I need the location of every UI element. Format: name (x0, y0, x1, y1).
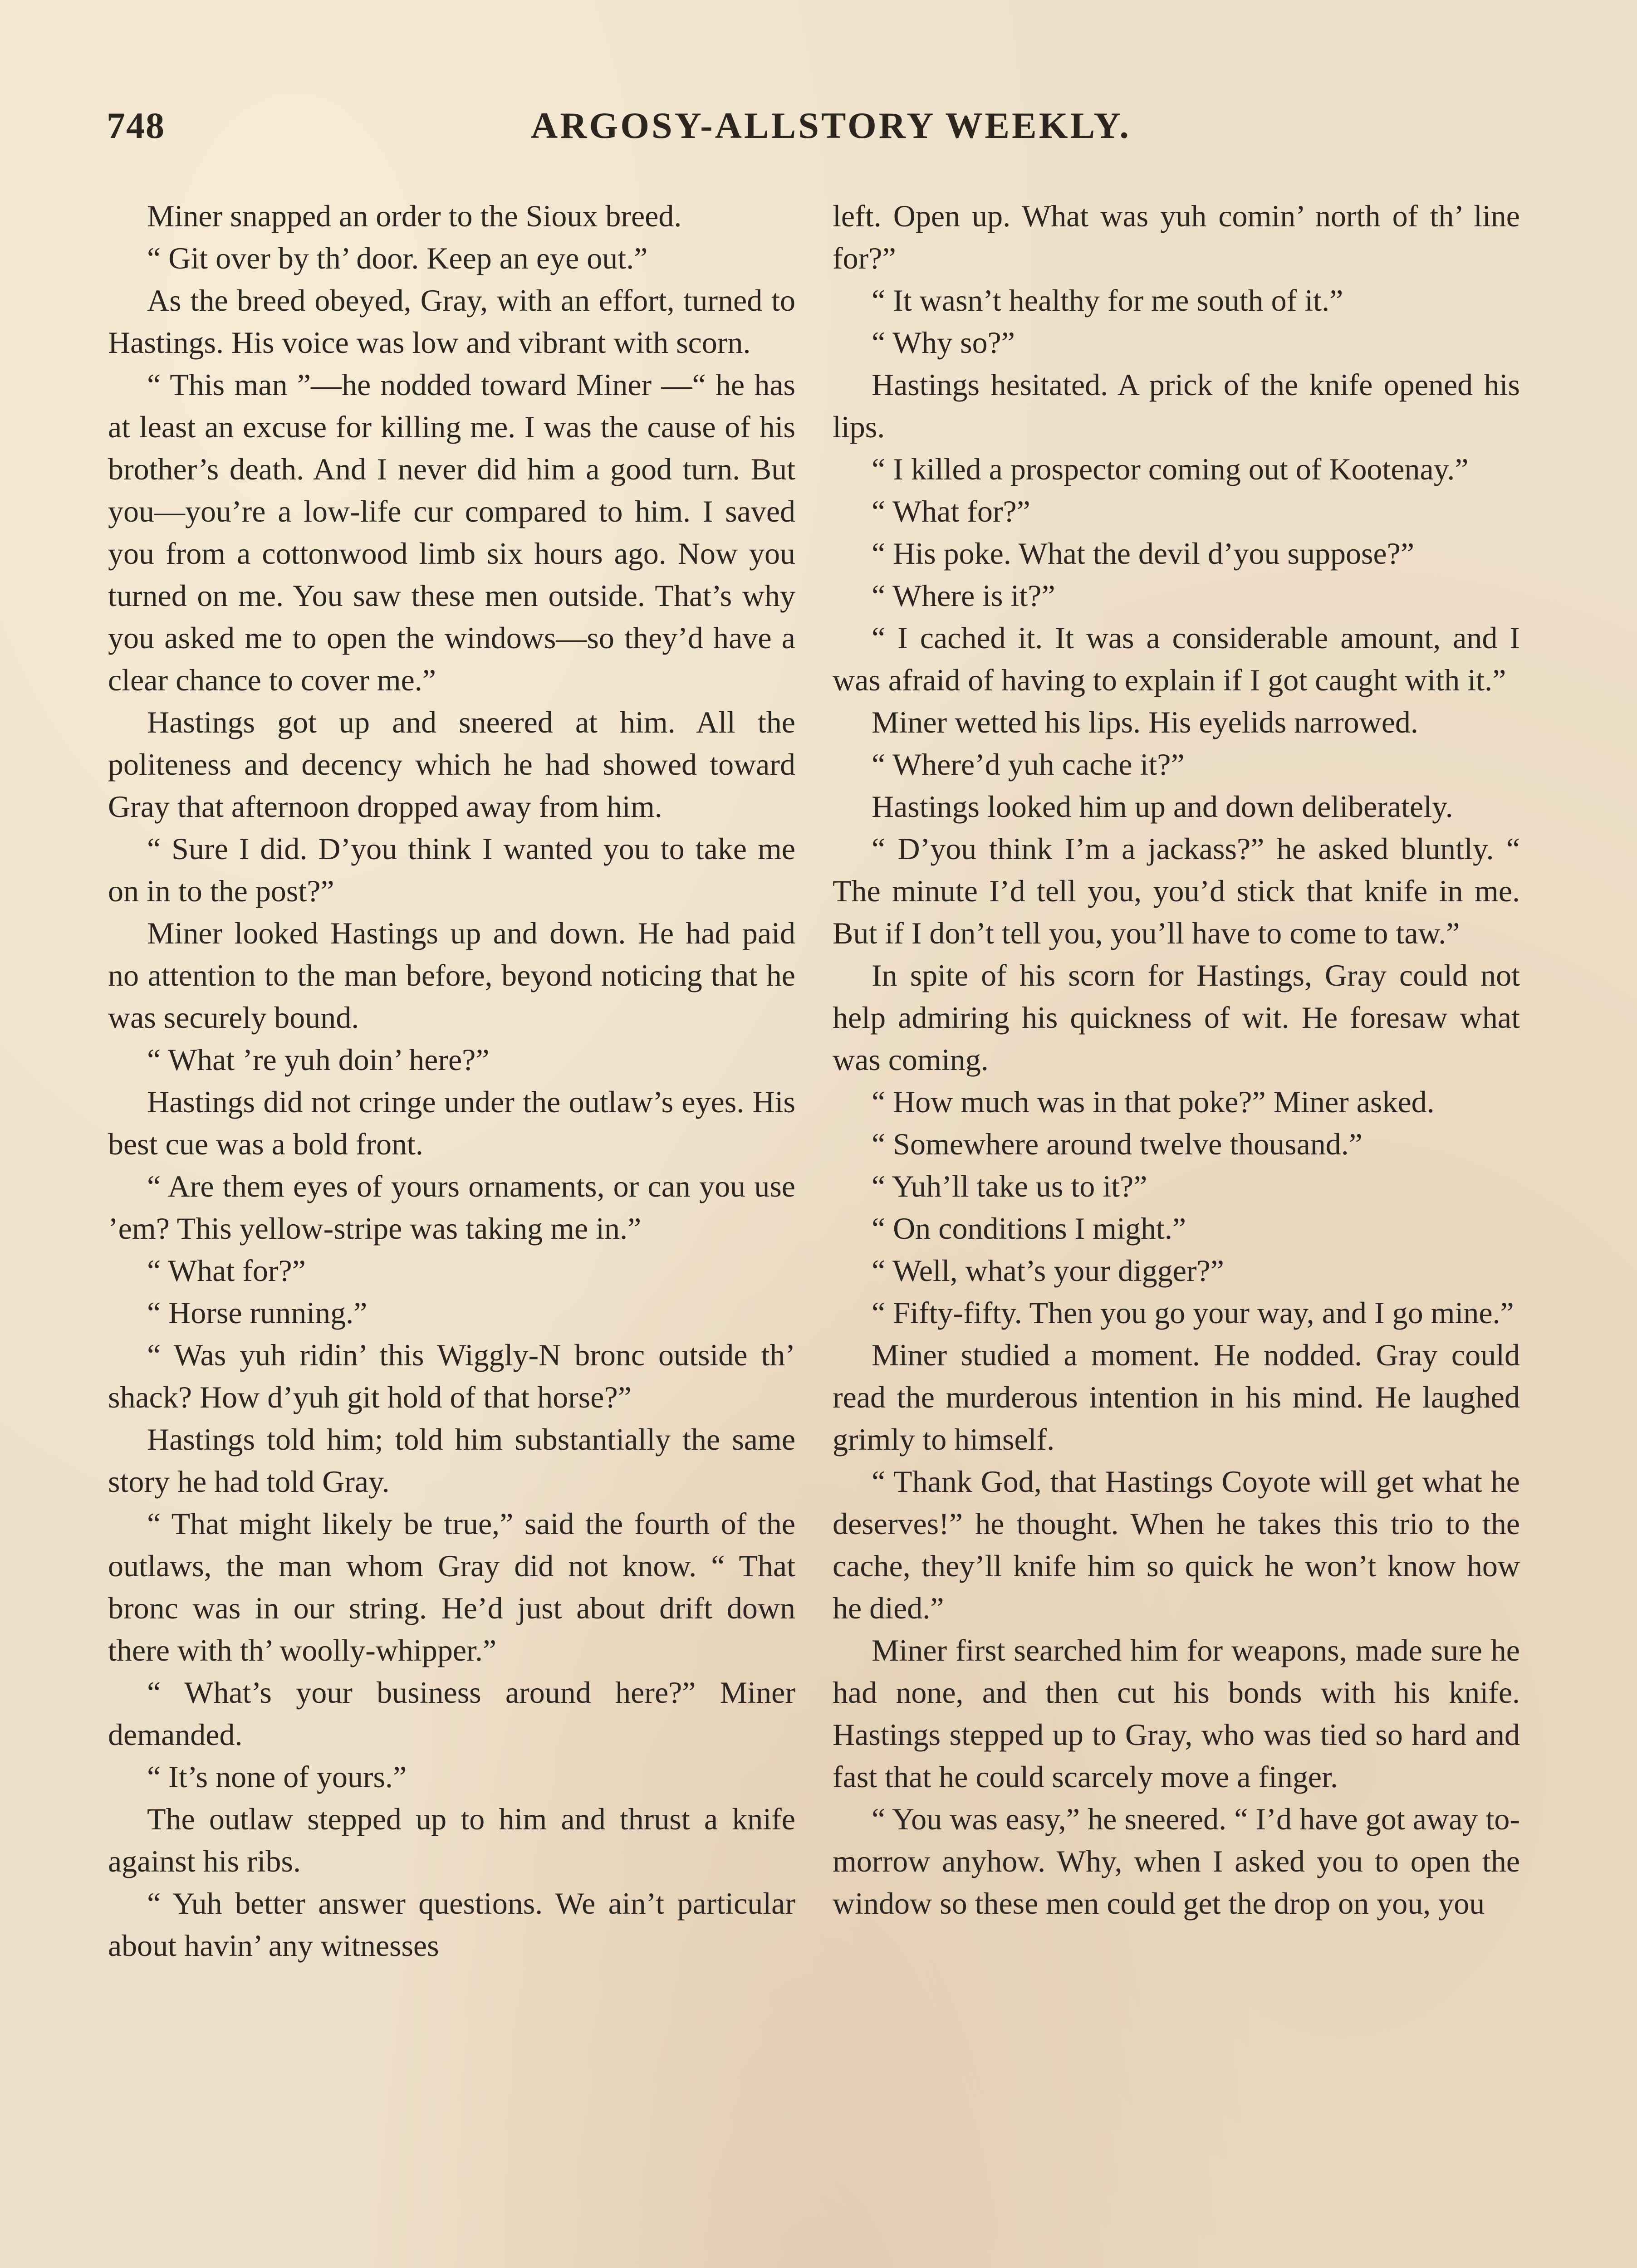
paragraph: “ His poke. What the devil d’you suppose?” (872, 536, 1415, 571)
paragraph: “ Fifty-fifty. Then you go your way, and I go mine.” (872, 1295, 1514, 1330)
paragraph: “ Are them eyes of yours ornaments, or can you use ’em? This yellow-stripe was taking me in.” (108, 1169, 795, 1246)
paragraph: “ That might likely be true,” said the fourth of the outlaws, the man whom Gray did not know. “ That bronc was in our string. He’d just about drift down there with th’ woolly-whipper.” (108, 1506, 795, 1667)
paragraph: Hastings got up and sneered at him. All the politeness and decency which he had showed toward Gray that afternoon dropped away from him. (108, 705, 795, 824)
paragraph: “ Was yuh ridin’ this Wiggly-N bronc outside th’ shack? How d’yuh git hold of that horse?” (108, 1338, 795, 1414)
paragraph: “ Yuh better answer questions. We ain’t particular about havin’ any witnesses (108, 1886, 795, 1963)
paragraph: “ Somewhere around twelve thousand.” (872, 1127, 1363, 1161)
paragraph: Hastings did not cringe under the outlaw’s eyes. His best cue was a bold front. (108, 1085, 795, 1161)
paragraph: Hastings told him; told him substantially the same story he had told Gray. (108, 1422, 795, 1499)
running-title: ARGOSY-ALLSTORY WEEKLY. (531, 105, 1131, 146)
paragraph: “ What for?” (147, 1253, 306, 1288)
paragraph: “ Git over by th’ door. Keep an eye out.” (147, 241, 648, 275)
paragraph: “ Yuh’ll take us to it?” (872, 1169, 1147, 1203)
page-header (107, 104, 1527, 159)
paragraph: “ On conditions I might.” (872, 1211, 1186, 1246)
paragraph: In spite of his scorn for Hastings, Gray could not help admiring his quickness of wit. He foresaw what was coming. (833, 958, 1520, 1077)
paragraph: “ Sure I did. D’you think I wanted you to take me on in to the post?” (108, 831, 795, 908)
left-column (108, 195, 795, 1967)
paragraph: “ Why so?” (872, 325, 1015, 360)
paragraph: “ Where’d yuh cache it?” (872, 747, 1185, 782)
page-number: 748 (107, 105, 165, 146)
right-column (833, 195, 1520, 1925)
paragraph: left. Open up. What was yuh comin’ north of th’ line for?” (833, 199, 1520, 275)
paragraph: “ Horse running.” (147, 1295, 368, 1330)
paragraph: “ I cached it. It was a considerable amount, and I was afraid of having to explain if I got caught with it.” (833, 621, 1520, 697)
paragraph: “ This man ”—he nodded toward Miner —“ he has at least an excuse for killing me. I was the cause of his brother’s death. And I never did him a good turn. But you—you’re a low-life cur compared to him. I saved you from a cottonwood limb six hours ago. Now you turned on me. You saw these men outside. That’s why you asked me to open the windows—so they’d have a clear chance to cover me.” (108, 367, 795, 697)
paragraph: “ It’s none of yours.” (147, 1760, 407, 1794)
paragraph: The outlaw stepped up to him and thrust a knife against his ribs. (108, 1802, 795, 1878)
paragraph: Miner first searched him for weapons, made sure he had none, and then cut his bonds with his knife. Hastings stepped up to Gray, who was tied so hard and fast that he could scarcely move a finger. (833, 1633, 1520, 1794)
paragraph: “ What for?” (872, 494, 1030, 528)
paragraph: Miner snapped an order to the Sioux breed. (147, 199, 682, 233)
paragraph: “ You was easy,” he sneered. “ I’d have got away to-morrow anyhow. Why, when I asked you to open the window so these men could get the drop on you, you (833, 1802, 1520, 1921)
paragraph: Miner looked Hastings up and down. He had paid no attention to the man before, beyond noticing that he was securely bound. (108, 916, 795, 1035)
paragraph: “ Thank God, that Hastings Coyote will get what he deserves!” he thought. When he takes this trio to the cache, they’ll knife him so quick he won’t know how he died.” (833, 1464, 1520, 1625)
paragraph: “ It wasn’t healthy for me south of it.” (872, 283, 1343, 318)
paragraph: “ Where is it?” (872, 578, 1055, 613)
paragraph: Hastings hesitated. A prick of the knife opened his lips. (833, 367, 1520, 444)
paragraph: Hastings looked him up and down deliberately. (872, 789, 1453, 824)
paragraph: “ Well, what’s your digger?” (872, 1253, 1224, 1288)
paragraph: “ What ’re yuh doin’ here?” (147, 1042, 490, 1077)
paragraph: Miner studied a moment. He nodded. Gray could read the murderous intention in his mind. He laughed grimly to himself. (833, 1338, 1520, 1457)
paragraph: Miner wetted his lips. His eyelids narrowed. (872, 705, 1418, 739)
paragraph: As the breed obeyed, Gray, with an effort, turned to Hastings. His voice was low and vibrant with scorn. (108, 283, 795, 360)
paragraph: “ D’you think I’m a jackass?” he asked bluntly. “ The minute I’d tell you, you’d stick that knife in me. But if I don’t tell you, you’ll have to come to taw.” (833, 831, 1520, 950)
paragraph: “ I killed a prospector coming out of Kootenay.” (872, 452, 1469, 486)
paragraph: “ What’s your business around here?” Miner demanded. (108, 1675, 795, 1752)
paragraph: “ How much was in that poke?” Miner asked. (872, 1085, 1435, 1119)
